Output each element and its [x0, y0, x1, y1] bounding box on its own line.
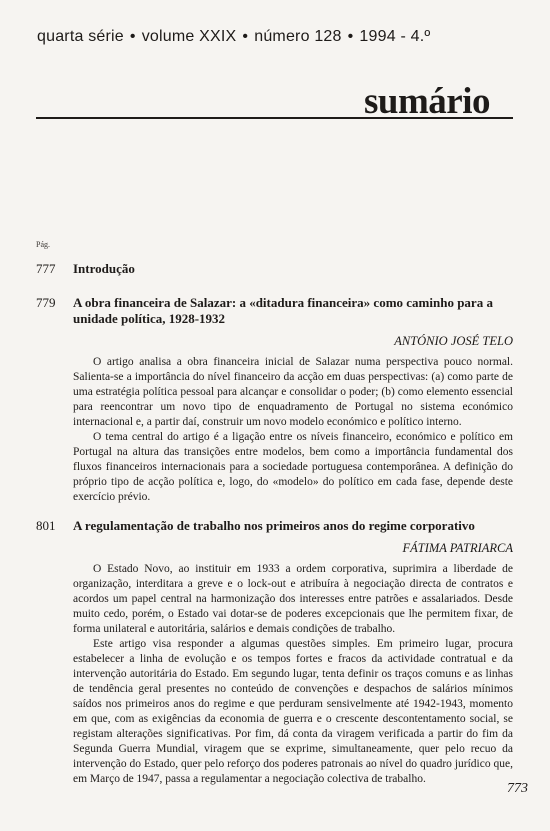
entry-author: ANTÓNIO JOSÉ TELO: [394, 334, 513, 348]
page-column-label: Pág.: [36, 240, 50, 249]
page-title: sumário: [364, 81, 490, 122]
entry-page: 801: [36, 518, 56, 533]
toc-entry-regulamentacao: [36, 518, 513, 787]
entry-title: A regulamentação de trabalho nos primeiros anos do regime corporativo: [73, 518, 475, 533]
entry-title: A obra financeira de Salazar: a «ditadura financeira» como caminho para a unidade política, 1928-1932: [73, 295, 493, 326]
issue-number: número 128: [254, 28, 342, 45]
bullet-separator: •: [242, 28, 249, 45]
abstract-paragraph: O tema central do artigo é a ligação entre os níveis financeiro, económico e político em Portugal na altura das transições entre modelos, bem como a importância fundamental dos fluxos financeiros internacionais para a sociedade portuguesa contemporânea. A definição do próprio tipo de acção política e, logo, do «modelo» do político em cada fase, depende deste exercício prévio.: [73, 431, 513, 503]
title-rule: [36, 117, 513, 119]
issue-year: 1994 - 4.º: [359, 28, 431, 45]
series-label: quarta série: [37, 28, 124, 45]
entry-author: FÁTIMA PATRIARCA: [402, 541, 513, 555]
volume-label: volume XXIX: [141, 28, 237, 45]
bullet-separator: •: [347, 28, 354, 45]
abstract-paragraph: O Estado Novo, ao instituir em 1933 a ordem corporativa, suprimira a liberdade de organização, interditara a greve e o lock-out e atribuíra à negociação directa de contratos e acordos um papel central na harmonização dos interesses entre patrões e assalariados. Desde muito cedo, porém, o Estado vai dotar-se de poderes excepcionais que lhe permitem fixar, de forma unilateral e autoritária, salários e demais condições de trabalho.: [73, 563, 513, 635]
toc-entry-salazar: [36, 295, 513, 505]
entry-title: Introdução: [73, 261, 135, 276]
toc-entry-introducao: [36, 261, 513, 277]
entry-page: 777: [36, 261, 56, 276]
bullet-separator: •: [129, 28, 136, 45]
entry-page: 779: [36, 295, 56, 310]
abstract-paragraph: Este artigo visa responder a algumas questões simples. Em primeiro lugar, procura estabelecer a linha de evolução e os tempos fortes e fracos da actividade contratual e da intervenção autoritária do Estado. Em segundo lugar, tenta definir os traços comuns e as linhas de tendência geral presentes no conteúdo de convenções e despachos de salários mínimos saídos nos primeiros anos do regime e que perduram sensivelmente até 1942-1943, momento em que, com as exigências da economia de guerra e o crescente descontentamento social, se registam alterações significativas. Por fim, dá conta da viragem verificada a partir do fim da Segunda Guerra Mundial, viragem que se exprime, simultaneamente, quer pelo recuo da intervenção do Estado, quer pelo reforço dos poderes patronais ao nível do quadro jurídico que, em Março de 1947, passa a regulamentar a negociação colectiva de trabalho.: [73, 638, 513, 785]
abstract-paragraph: O artigo analisa a obra financeira inicial de Salazar numa perspectiva pouco normal. Salienta-se a importância do nível financeiro da acção em duas perspectivas: (a) como parte de uma estratégia política pessoal para alcançar e consolidar o poder; (b) como elemento essencial para reencontrar um novo tipo de enquadramento de Portugal no sistema económico internacional e, a partir daí, construir um novo modelo económico e político interno.: [73, 356, 513, 428]
page-number: 773: [507, 781, 528, 796]
journal-header: [37, 28, 513, 46]
